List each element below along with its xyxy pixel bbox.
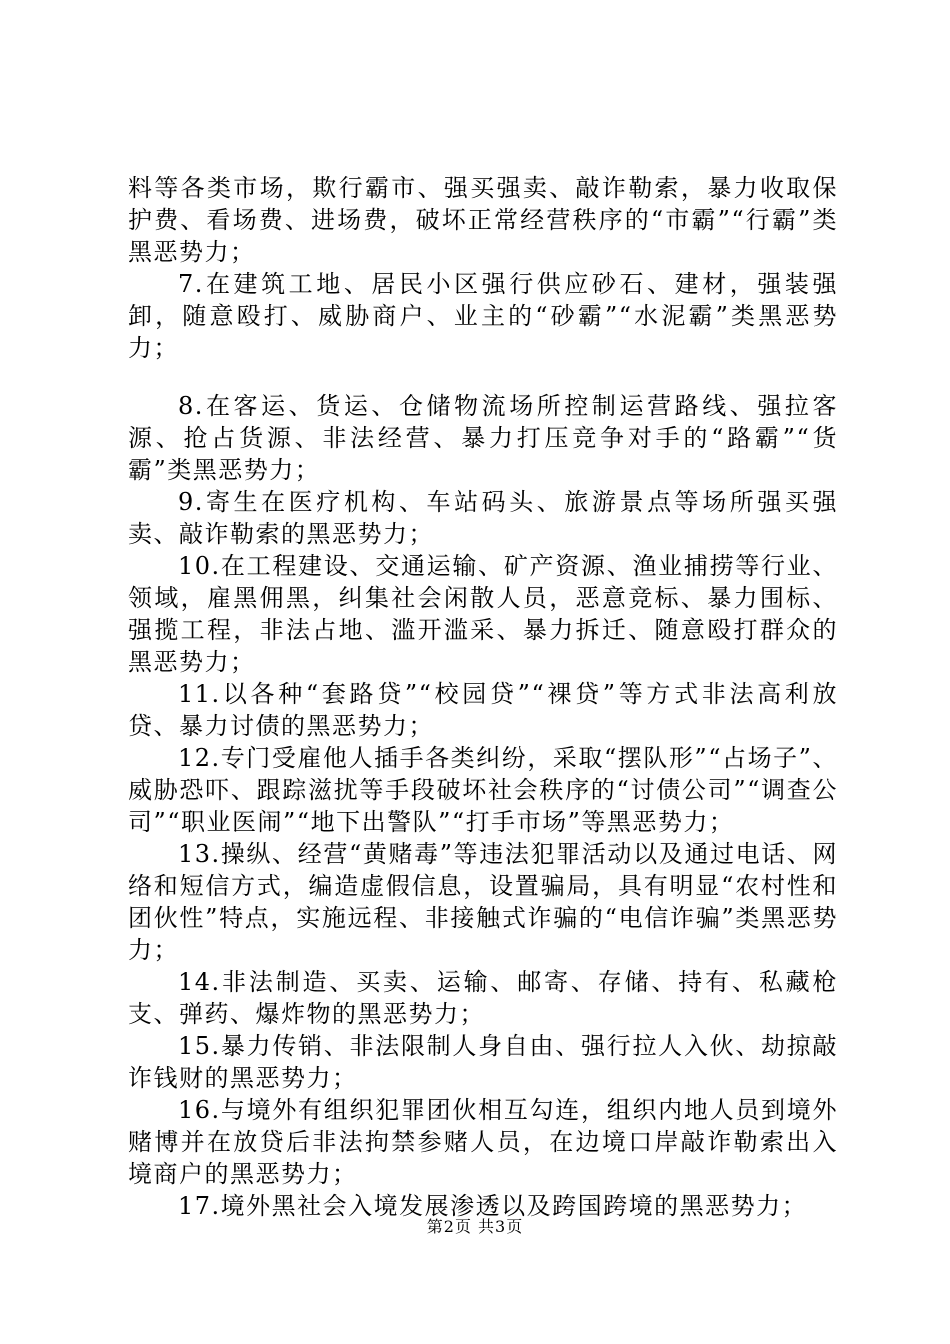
paragraph-item-8: 8.在客运、货运、仓储物流场所控制运营路线、强拉客源、抢占货源、非法经营、暴力打压竞争对手的“路霸”“货霸”类黑恶势力； [128, 392, 838, 484]
paragraph-item-10: 10.在工程建设、交通运输、矿产资源、渔业捕捞等行业、领域，雇黑佣黑，纠集社会闲散人员，恶意竞标、暴力围标、强揽工程，非法占地、滥开滥采、暴力拆迁、随意殴打群众的黑恶势力； [128, 552, 838, 676]
paragraph-continuation: 料等各类市场，欺行霸市、强买强卖、敲诈勒索，暴力收取保护费、看场费、进场费，破坏正常经营秩序的“市霸”“行霸”类黑恶势力； [128, 174, 838, 266]
paragraph-item-9: 9.寄生在医疗机构、车站码头、旅游景点等场所强买强卖、敲诈勒索的黑恶势力； [128, 488, 838, 548]
paragraph-item-12: 12.专门受雇他人插手各类纠纷，采取“摆队形”“占场子”、威胁恐吓、跟踪滋扰等手段破坏社会秩序的“讨债公司”“调查公司”“职业医闹”“地下出警队”“打手市场”等黑恶势力； [128, 744, 838, 836]
paragraph-item-15: 15.暴力传销、非法限制人身自由、强行拉人入伙、劫掠敲诈钱财的黑恶势力； [128, 1032, 838, 1092]
paragraph-item-13: 13.操纵、经营“黄赌毒”等违法犯罪活动以及通过电话、网络和短信方式，编造虚假信息，设置骗局，具有明显“农村性和团伙性”特点，实施远程、非接触式诈骗的“电信诈骗”类黑恶势力； [128, 840, 838, 964]
paragraph-item-16: 16.与境外有组织犯罪团伙相互勾连，组织内地人员到境外赌博并在放贷后非法拘禁参赌人员，在边境口岸敲诈勒索出入境商户的黑恶势力； [128, 1096, 838, 1188]
paragraph-item-17: 17.境外黑社会入境发展渗透以及跨国跨境的黑恶势力； [178, 1192, 808, 1220]
paragraph-item-14: 14.非法制造、买卖、运输、邮寄、存储、持有、私藏枪支、弹药、爆炸物的黑恶势力； [128, 968, 838, 1028]
paragraph-item-7: 7.在建筑工地、居民小区强行供应砂石、建材，强装强卸，随意殴打、威胁商户、业主的“砂霸”“水泥霸”类黑恶势力； [128, 270, 838, 362]
paragraph-item-11: 11.以各种“套路贷”“校园贷”“裸贷”等方式非法高利放贷、暴力讨债的黑恶势力； [128, 680, 838, 740]
document-body [128, 172, 838, 1222]
page-number-footer: 第2页 共3页 [426, 1217, 524, 1236]
